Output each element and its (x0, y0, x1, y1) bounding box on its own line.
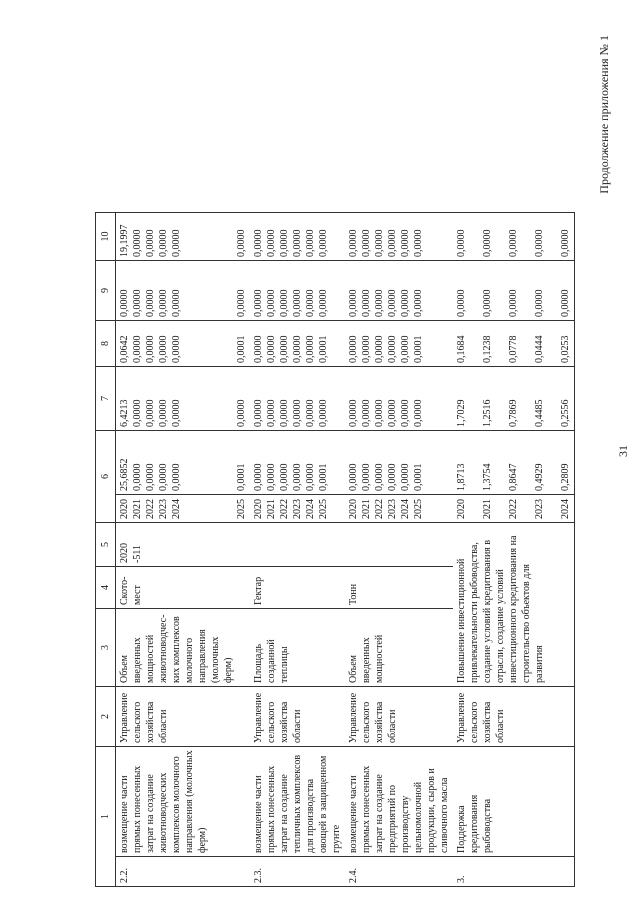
row-target-value (345, 523, 453, 567)
row-col6: 1,8713 1,3754 0,8647 0,4929 0,2809 (453, 431, 575, 495)
row-col7: 0,0000 0,0000 0,0000 0,0000 0,0000 0,0000 (345, 367, 453, 431)
row-target-value: 2020 -511 (116, 523, 251, 567)
row-unit: Гектар (250, 567, 345, 609)
row-executor: Управление сельского хозяйства области (116, 687, 251, 747)
row-col8: 0,0000 0,0000 0,0000 0,0000 0,0000 0,0001 (345, 321, 453, 367)
header-cell-10: 10 (96, 213, 116, 261)
row-col6: 0,0000 0,0000 0,0000 0,0000 0,0000 0,0001 (345, 431, 453, 495)
table-row (345, 213, 453, 887)
table-row (116, 213, 251, 887)
row-col7: 6,4213 0,0000 0,0000 0,0000 0,0000 0,0000 (116, 367, 251, 431)
appendix-continuation: Продолжение приложения № 1 (597, 35, 611, 194)
row-number: 2.3. (250, 857, 345, 887)
row-indicator: Площадь созданной теплицы (250, 609, 345, 687)
row-indicator: Объем введенных мощностей (345, 609, 453, 687)
row-indicator: Объем введенных мощностей животноводчес-ких комплексов молочного направления (молочных ферм) (116, 609, 251, 687)
row-col9: 0,0000 0,0000 0,0000 0,0000 0,0000 (453, 261, 575, 321)
row-goal: Повышение инвестиционной привлекательности рыбоводства, создание условий кредитования в отрасли, создание условий инвестиционного кредитования на строительство объектов для развития (453, 523, 575, 687)
row-years: 2020 2021 2022 2023 2024 2025 (116, 495, 251, 523)
page-number: 31 (616, 445, 630, 457)
row-executor: Управление сельского хозяйства области (345, 687, 453, 747)
row-col6: 0,0000 0,0000 0,0000 0,0000 0,0000 0,0001 (250, 431, 345, 495)
table-row (453, 213, 575, 887)
row-col10: 0,0000 0,0000 0,0000 0,0000 0,0000 (453, 213, 575, 261)
row-years: 2020 2021 2022 2023 2024 2025 (345, 495, 453, 523)
header-row (96, 213, 116, 887)
row-name: возмещение части прямых понесенных затрат на создание животноводческих комплексов молочного направления (молочных ферм) (116, 747, 251, 857)
table-row (250, 213, 345, 887)
header-cell-7: 7 (96, 367, 116, 431)
row-col6: 25,6852 0,0000 0,0000 0,0000 0,0000 0,0001 (116, 431, 251, 495)
row-name: возмещение части прямых понесенных затрат на создание тепличных комплексов для производства овощей в защищенном грунте (250, 747, 345, 857)
row-col7: 0,0000 0,0000 0,0000 0,0000 0,0000 0,0000 (250, 367, 345, 431)
row-col10: 0,0000 0,0000 0,0000 0,0000 0,0000 0,0000 (250, 213, 345, 261)
row-target-value (250, 523, 345, 567)
row-col7: 1,7029 1,2516 0,7869 0,4485 0,2556 (453, 367, 575, 431)
header-cell-3: 3 (96, 609, 116, 687)
header-cell-4: 4 (96, 567, 116, 609)
row-name: возмещение части прямых понесенных затрат на создание предприятий по производству цельномолочной продукции, сыров и сливочного масла (345, 747, 453, 857)
row-col9: 0,0000 0,0000 0,0000 0,0000 0,0000 0,0000 (250, 261, 345, 321)
row-executor: Управление сельского хозяйства области (250, 687, 345, 747)
row-col9: 0,0000 0,0000 0,0000 0,0000 0,0000 0,0000 (116, 261, 251, 321)
header-cell-2: 2 (96, 687, 116, 747)
row-number: 2.4. (345, 857, 453, 887)
row-col9: 0,0000 0,0000 0,0000 0,0000 0,0000 0,0000 (345, 261, 453, 321)
row-col8: 0,0000 0,0000 0,0000 0,0000 0,0000 0,0001 (250, 321, 345, 367)
header-cell-8: 8 (96, 321, 116, 367)
header-cell-9: 9 (96, 261, 116, 321)
row-executor: Управление сельского хозяйства области (453, 687, 575, 747)
header-cell-6: 6 (96, 431, 116, 523)
row-col8: 0,0642 0,0000 0,0000 0,0000 0,0000 0,0001 (116, 321, 251, 367)
row-col8: 0,1684 0,1238 0,0778 0,0444 0,0253 (453, 321, 575, 367)
row-number: 2.2. (116, 857, 251, 887)
program-table (95, 212, 575, 887)
row-years: 2020 2021 2022 2023 2024 2025 (250, 495, 345, 523)
row-number: 3. (453, 857, 575, 887)
row-years: 2020 2021 2022 2023 2024 (453, 495, 575, 523)
row-col10: 19,1997 0,0000 0,0000 0,0000 0,0000 0,0000 (116, 213, 251, 261)
row-unit: Ското-мест (116, 567, 251, 609)
row-col10: 0,0000 0,0000 0,0000 0,0000 0,0000 0,0000 (345, 213, 453, 261)
header-cell-5: 5 (96, 523, 116, 567)
header-cell-1: 1 (96, 747, 116, 887)
row-unit: Тонн (345, 567, 453, 609)
row-name: Поддержка кредитования рыбоводства (453, 747, 575, 857)
